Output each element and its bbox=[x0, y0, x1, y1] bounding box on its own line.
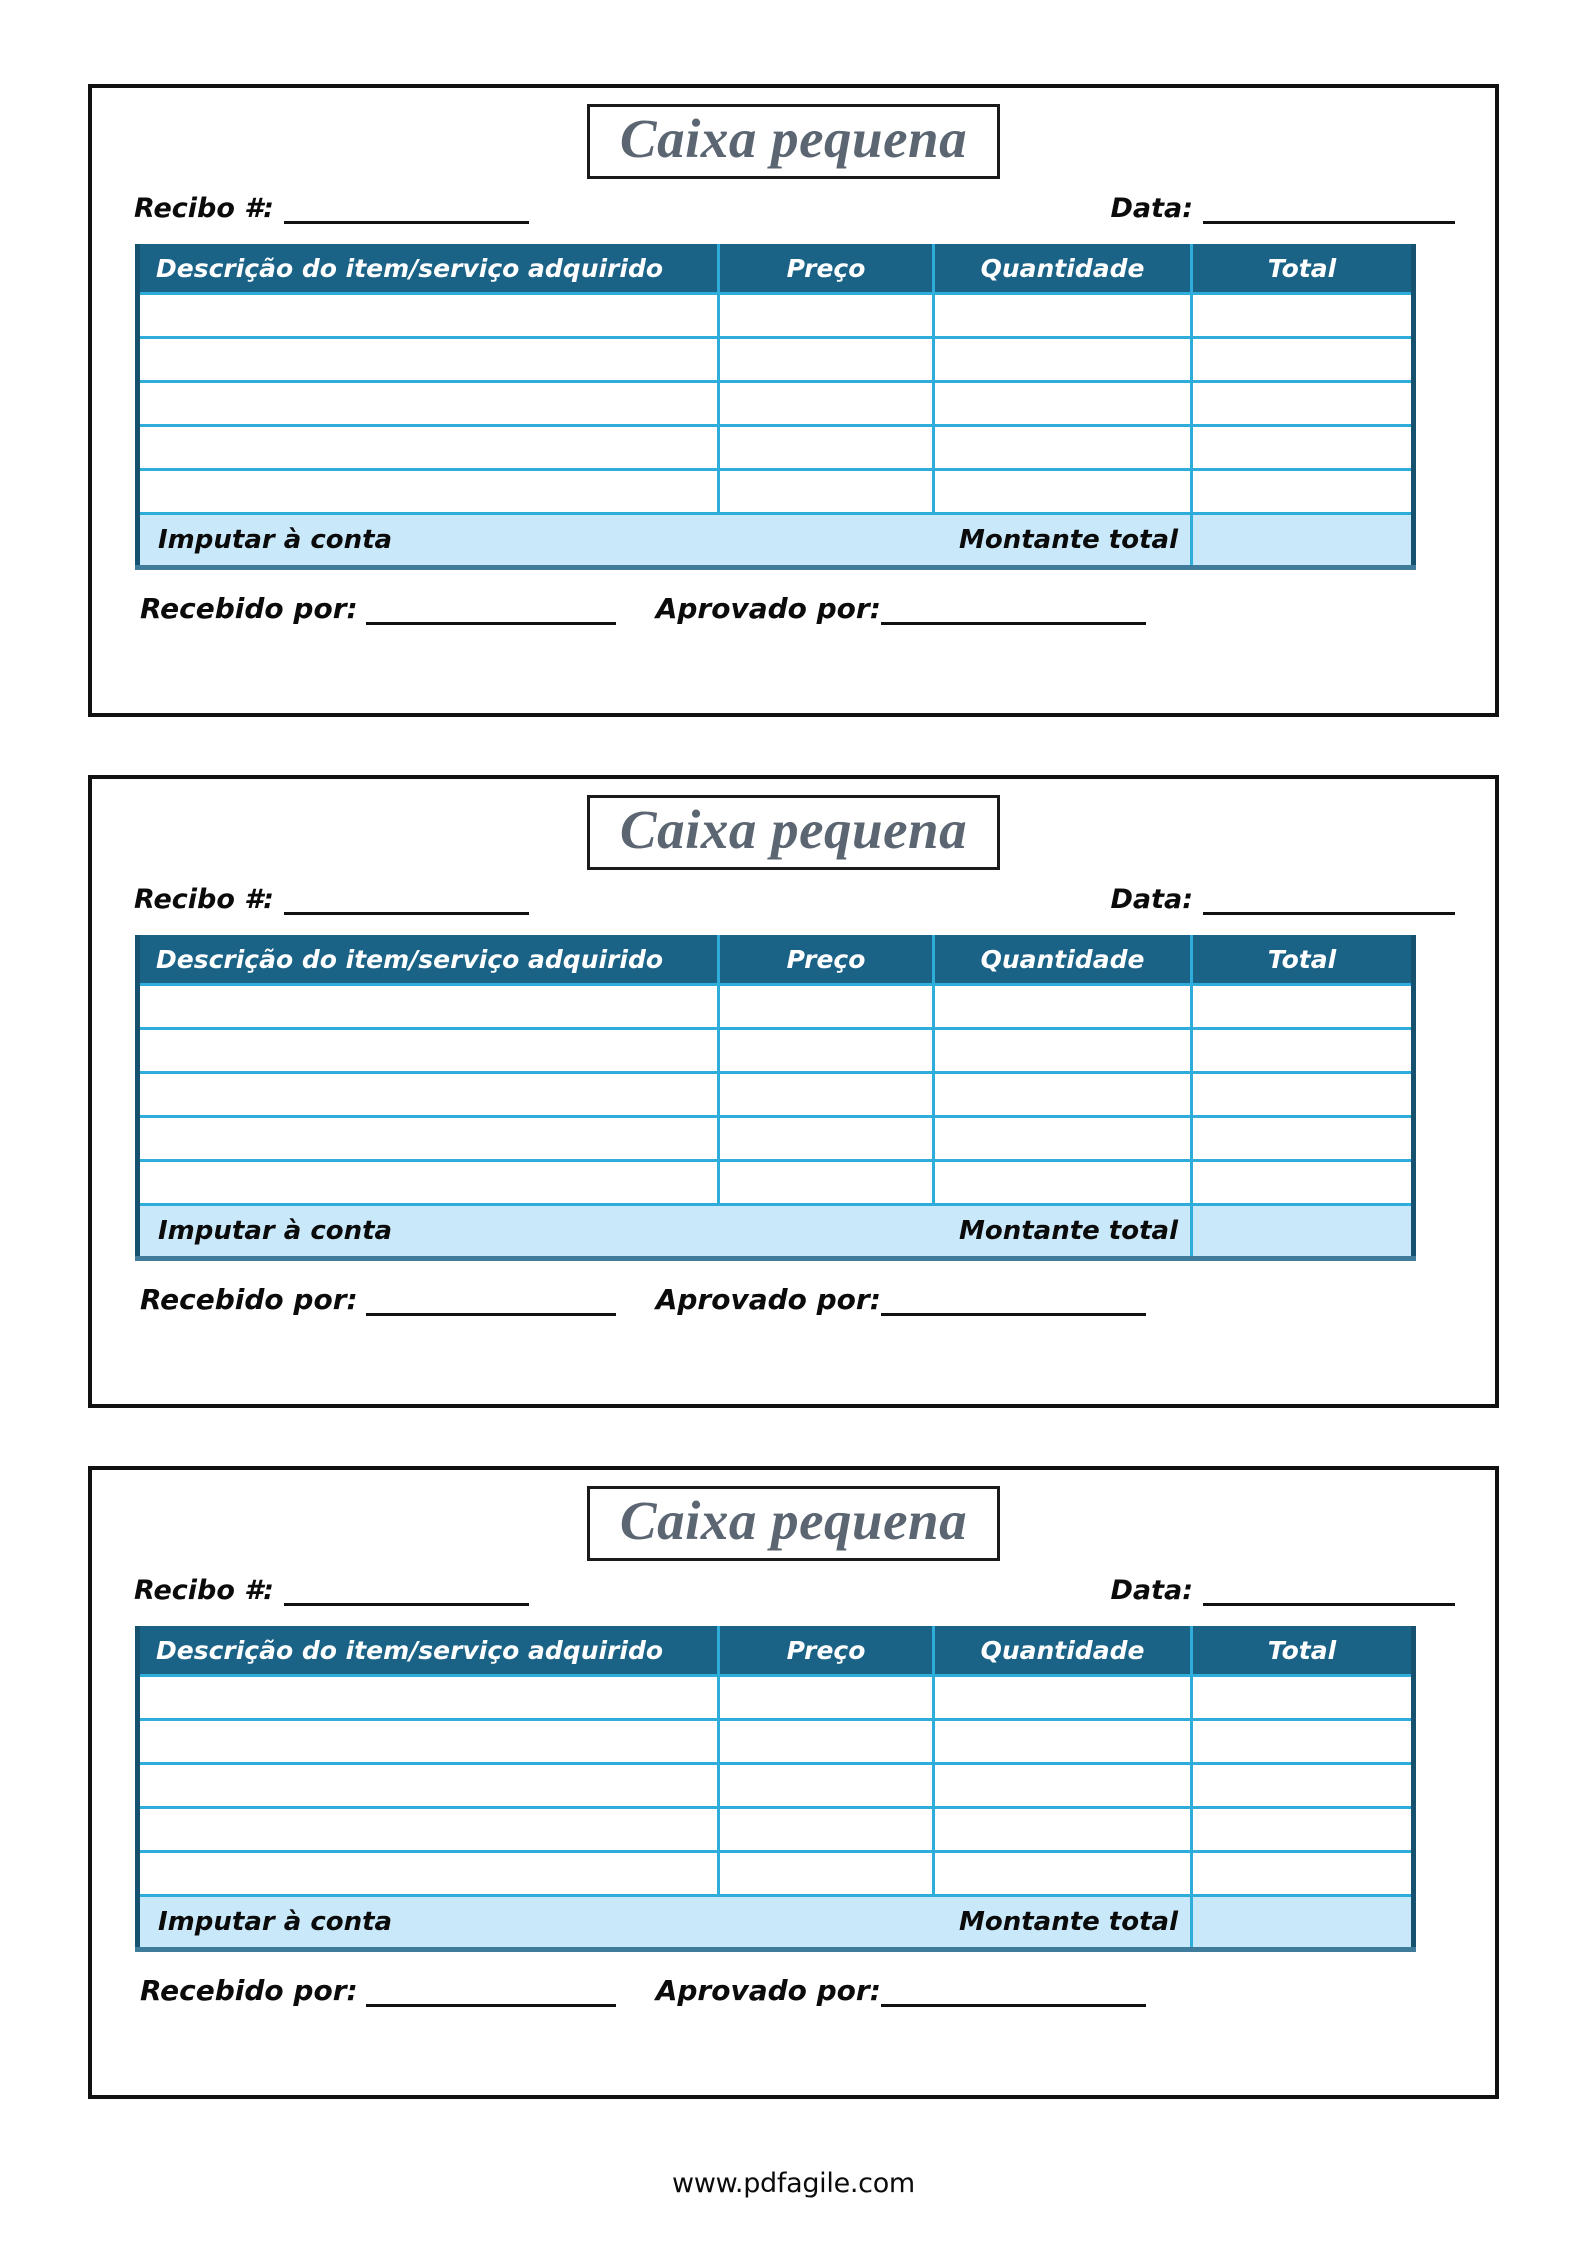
total-row bbox=[138, 514, 1414, 568]
total-amount-label: Montante total bbox=[934, 514, 1192, 568]
cell-quantity[interactable] bbox=[934, 470, 1192, 514]
table-row bbox=[138, 470, 1414, 514]
cell-price[interactable] bbox=[719, 1676, 934, 1720]
cell-total[interactable] bbox=[1192, 1852, 1414, 1896]
total-amount-label: Montante total bbox=[934, 1896, 1192, 1950]
received-by-field[interactable] bbox=[140, 1283, 616, 1316]
approved-by-input[interactable] bbox=[881, 597, 1146, 625]
column-header-total: Total bbox=[1192, 244, 1414, 294]
table-row bbox=[138, 426, 1414, 470]
cell-total[interactable] bbox=[1192, 1029, 1414, 1073]
cell-description[interactable] bbox=[138, 1852, 719, 1896]
cell-description[interactable] bbox=[138, 1764, 719, 1808]
cell-total[interactable] bbox=[1192, 470, 1414, 514]
table-row bbox=[138, 338, 1414, 382]
table-header-row bbox=[138, 1626, 1414, 1676]
cell-quantity[interactable] bbox=[934, 1676, 1192, 1720]
column-header-total: Total bbox=[1192, 935, 1414, 985]
receipt-meta-row bbox=[92, 870, 1495, 915]
cell-price[interactable] bbox=[719, 1117, 934, 1161]
cell-description[interactable] bbox=[138, 338, 719, 382]
cell-description[interactable] bbox=[138, 470, 719, 514]
page-title: Caixa pequena bbox=[619, 108, 968, 169]
receipt-number-label: Recibo #: bbox=[134, 884, 274, 915]
petty-cash-receipt bbox=[88, 1466, 1499, 2099]
cell-quantity[interactable] bbox=[934, 985, 1192, 1029]
items-table-body bbox=[138, 985, 1414, 1205]
petty-cash-receipt bbox=[88, 775, 1499, 1408]
receipt-number-field[interactable] bbox=[134, 1575, 529, 1606]
date-label: Data: bbox=[1110, 884, 1193, 915]
items-table bbox=[135, 1626, 1416, 1952]
total-row bbox=[138, 1205, 1414, 1259]
cell-total[interactable] bbox=[1192, 1720, 1414, 1764]
cell-quantity[interactable] bbox=[934, 1852, 1192, 1896]
total-amount-value[interactable] bbox=[1192, 514, 1414, 568]
cell-description[interactable] bbox=[138, 1029, 719, 1073]
cell-total[interactable] bbox=[1192, 426, 1414, 470]
cell-quantity[interactable] bbox=[934, 426, 1192, 470]
receipt-number-label: Recibo #: bbox=[134, 193, 274, 224]
items-table-wrap bbox=[92, 915, 1495, 1261]
cell-price[interactable] bbox=[719, 985, 934, 1029]
received-by-label: Recebido por: bbox=[140, 1974, 358, 2007]
date-label: Data: bbox=[1110, 193, 1193, 224]
column-header-description: Descrição do item/serviço adquirido bbox=[138, 935, 719, 985]
cell-price[interactable] bbox=[719, 470, 934, 514]
title-area bbox=[92, 88, 1495, 179]
date-field[interactable] bbox=[1110, 884, 1455, 915]
cell-price[interactable] bbox=[719, 1029, 934, 1073]
cell-total[interactable] bbox=[1192, 1676, 1414, 1720]
cell-quantity[interactable] bbox=[934, 1764, 1192, 1808]
table-row bbox=[138, 1073, 1414, 1117]
cell-description[interactable] bbox=[138, 382, 719, 426]
cell-quantity[interactable] bbox=[934, 1808, 1192, 1852]
cell-quantity[interactable] bbox=[934, 1073, 1192, 1117]
cell-price[interactable] bbox=[719, 1808, 934, 1852]
total-amount-label: Montante total bbox=[934, 1205, 1192, 1259]
cell-total[interactable] bbox=[1192, 1117, 1414, 1161]
signature-row bbox=[92, 1261, 1495, 1316]
page-footer-url[interactable]: www.pdfagile.com bbox=[672, 2168, 915, 2199]
cell-total[interactable] bbox=[1192, 1073, 1414, 1117]
receipt-number-field[interactable] bbox=[134, 193, 529, 224]
cell-description[interactable] bbox=[138, 1808, 719, 1852]
cell-price[interactable] bbox=[719, 294, 934, 338]
items-table bbox=[135, 244, 1416, 570]
column-header-description: Descrição do item/serviço adquirido bbox=[138, 1626, 719, 1676]
items-table-body bbox=[138, 294, 1414, 514]
received-by-label: Recebido por: bbox=[140, 592, 358, 625]
cell-quantity[interactable] bbox=[934, 1720, 1192, 1764]
cell-description[interactable] bbox=[138, 294, 719, 338]
received-by-input[interactable] bbox=[366, 1979, 616, 2007]
cell-description[interactable] bbox=[138, 1676, 719, 1720]
column-header-price: Preço bbox=[719, 935, 934, 985]
column-header-description: Descrição do item/serviço adquirido bbox=[138, 244, 719, 294]
cell-description[interactable] bbox=[138, 426, 719, 470]
cell-quantity[interactable] bbox=[934, 1029, 1192, 1073]
cell-price[interactable] bbox=[719, 338, 934, 382]
receipt-number-input[interactable] bbox=[284, 1579, 529, 1606]
title-area bbox=[92, 779, 1495, 870]
items-table-head bbox=[138, 1626, 1414, 1676]
title-box bbox=[587, 795, 1000, 870]
cell-total[interactable] bbox=[1192, 1161, 1414, 1205]
impute-to-account-label: Imputar à conta bbox=[138, 514, 934, 568]
receipt-number-label: Recibo #: bbox=[134, 1575, 274, 1606]
receipt-list bbox=[88, 84, 1499, 2099]
cell-description[interactable] bbox=[138, 985, 719, 1029]
table-row bbox=[138, 1117, 1414, 1161]
cell-price[interactable] bbox=[719, 1073, 934, 1117]
items-table-head bbox=[138, 935, 1414, 985]
cell-quantity[interactable] bbox=[934, 338, 1192, 382]
cell-price[interactable] bbox=[719, 426, 934, 470]
total-amount-value[interactable] bbox=[1192, 1205, 1414, 1259]
approved-by-label: Aprovado por: bbox=[655, 1974, 881, 2007]
cell-total[interactable] bbox=[1192, 985, 1414, 1029]
cell-price[interactable] bbox=[719, 1161, 934, 1205]
cell-total[interactable] bbox=[1192, 1808, 1414, 1852]
table-row bbox=[138, 1161, 1414, 1205]
cell-price[interactable] bbox=[719, 382, 934, 426]
items-table bbox=[135, 935, 1416, 1261]
table-row bbox=[138, 294, 1414, 338]
receipt-number-input[interactable] bbox=[284, 197, 529, 224]
approved-by-input[interactable] bbox=[881, 1979, 1146, 2007]
items-table-foot bbox=[138, 1896, 1414, 1950]
date-input[interactable] bbox=[1203, 1579, 1455, 1606]
items-table-wrap bbox=[92, 224, 1495, 570]
column-header-total: Total bbox=[1192, 1626, 1414, 1676]
cell-quantity[interactable] bbox=[934, 382, 1192, 426]
receipt-number-field[interactable] bbox=[134, 884, 529, 915]
cell-description[interactable] bbox=[138, 1161, 719, 1205]
received-by-input[interactable] bbox=[366, 1288, 616, 1316]
table-header-row bbox=[138, 244, 1414, 294]
column-header-price: Preço bbox=[719, 244, 934, 294]
table-row bbox=[138, 985, 1414, 1029]
date-input[interactable] bbox=[1203, 197, 1455, 224]
cell-price[interactable] bbox=[719, 1764, 934, 1808]
approved-by-input[interactable] bbox=[881, 1288, 1146, 1316]
cell-price[interactable] bbox=[719, 1852, 934, 1896]
approved-by-field[interactable] bbox=[656, 1974, 1146, 2007]
impute-to-account-label: Imputar à conta bbox=[138, 1896, 934, 1950]
petty-cash-receipt bbox=[88, 84, 1499, 717]
cell-total[interactable] bbox=[1192, 294, 1414, 338]
signature-row bbox=[92, 570, 1495, 625]
title-box bbox=[587, 1486, 1000, 1561]
receipt-number-input[interactable] bbox=[284, 888, 529, 915]
cell-quantity[interactable] bbox=[934, 1117, 1192, 1161]
table-row bbox=[138, 1676, 1414, 1720]
cell-description[interactable] bbox=[138, 1117, 719, 1161]
title-box bbox=[587, 104, 1000, 179]
cell-description[interactable] bbox=[138, 1073, 719, 1117]
column-header-quantity: Quantidade bbox=[934, 1626, 1192, 1676]
date-label: Data: bbox=[1110, 1575, 1193, 1606]
date-field[interactable] bbox=[1110, 193, 1455, 224]
approved-by-field[interactable] bbox=[656, 1283, 1146, 1316]
approved-by-field[interactable] bbox=[656, 592, 1146, 625]
receipt-meta-row bbox=[92, 179, 1495, 224]
table-row bbox=[138, 382, 1414, 426]
table-header-row bbox=[138, 935, 1414, 985]
date-input[interactable] bbox=[1203, 888, 1455, 915]
column-header-quantity: Quantidade bbox=[934, 935, 1192, 985]
items-table-foot bbox=[138, 1205, 1414, 1259]
page-title: Caixa pequena bbox=[619, 1490, 968, 1551]
received-by-field[interactable] bbox=[140, 592, 616, 625]
table-row bbox=[138, 1764, 1414, 1808]
items-table-wrap bbox=[92, 1606, 1495, 1952]
cell-total[interactable] bbox=[1192, 1764, 1414, 1808]
approved-by-label: Aprovado por: bbox=[655, 592, 881, 625]
cell-quantity[interactable] bbox=[934, 1161, 1192, 1205]
cell-total[interactable] bbox=[1192, 338, 1414, 382]
title-area bbox=[92, 1470, 1495, 1561]
impute-to-account-label: Imputar à conta bbox=[138, 1205, 934, 1259]
total-row bbox=[138, 1896, 1414, 1950]
column-header-price: Preço bbox=[719, 1626, 934, 1676]
receipt-meta-row bbox=[92, 1561, 1495, 1606]
table-row bbox=[138, 1029, 1414, 1073]
approved-by-label: Aprovado por: bbox=[655, 1283, 881, 1316]
signature-row bbox=[92, 1952, 1495, 2007]
items-table-body bbox=[138, 1676, 1414, 1896]
table-row bbox=[138, 1720, 1414, 1764]
date-field[interactable] bbox=[1110, 1575, 1455, 1606]
items-table-head bbox=[138, 244, 1414, 294]
page-title: Caixa pequena bbox=[619, 799, 968, 860]
received-by-field[interactable] bbox=[140, 1974, 616, 2007]
cell-price[interactable] bbox=[719, 1720, 934, 1764]
items-table-foot bbox=[138, 514, 1414, 568]
table-row bbox=[138, 1852, 1414, 1896]
cell-description[interactable] bbox=[138, 1720, 719, 1764]
cell-total[interactable] bbox=[1192, 382, 1414, 426]
total-amount-value[interactable] bbox=[1192, 1896, 1414, 1950]
table-row bbox=[138, 1808, 1414, 1852]
column-header-quantity: Quantidade bbox=[934, 244, 1192, 294]
received-by-label: Recebido por: bbox=[140, 1283, 358, 1316]
cell-quantity[interactable] bbox=[934, 294, 1192, 338]
received-by-input[interactable] bbox=[366, 597, 616, 625]
